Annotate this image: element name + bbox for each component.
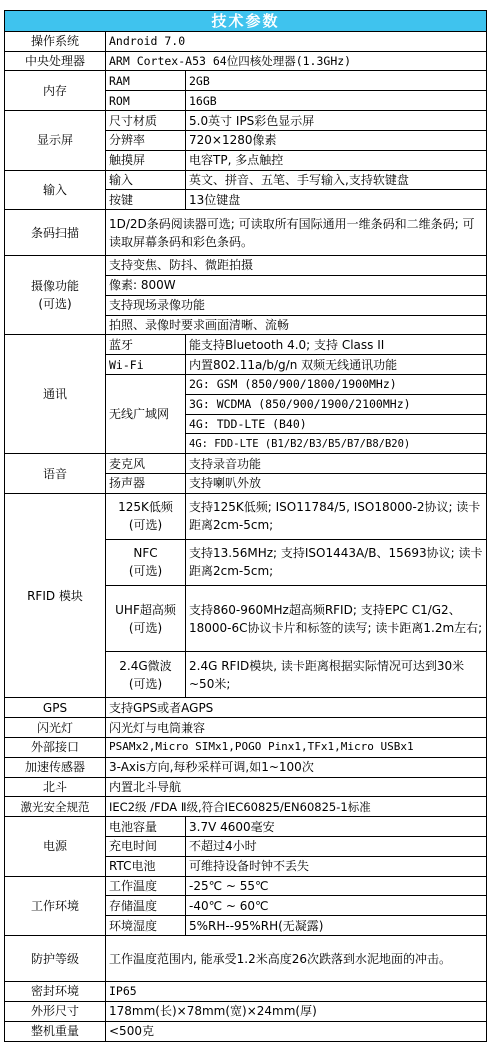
value-display-touch: 电容TP, 多点触控: [186, 150, 487, 170]
sublabel-keys: 按键: [106, 190, 186, 210]
value-barcode: 1D/2D条码阅读器可选; 可读取所有国际通用一维条码和二维条码; 可读取屏幕条码和彩色条码。: [106, 210, 487, 256]
label-flash: 闪光灯: [5, 718, 106, 738]
label-env: 工作环境: [5, 876, 106, 935]
row-seal: [5, 981, 487, 1001]
label-power: 电源: [5, 817, 106, 876]
label-laser: 激光安全规范: [5, 797, 106, 817]
row-bluetooth: [5, 335, 487, 355]
value-gps: 支持GPS或者AGPS: [106, 698, 487, 718]
row-weight: [5, 1021, 487, 1041]
value-camera-3: 支持现场录像功能: [106, 295, 487, 315]
sublabel-rfid-microwave-optional: (可选): [128, 676, 163, 691]
sublabel-mic: 麦克风: [106, 454, 186, 474]
label-os: 操作系统: [5, 31, 106, 51]
row-cpu: [5, 51, 487, 71]
label-accel: 加速传感器: [5, 757, 106, 777]
label-gps: GPS: [5, 698, 106, 718]
value-camera-2: 像素: 800W: [106, 275, 487, 295]
value-wan-4g-fdd: 4G: FDD-LTE (B1/B2/B3/B5/B7/B8/B20): [186, 434, 487, 454]
value-rfid-uhf: 支持860-960MHz超高频RFID; 支持EPC C1/G2、18000-6C协议卡片和标签的读写; 读卡距离1.2m左右;: [186, 585, 487, 652]
table-title: 技术参数: [5, 11, 487, 32]
label-audio: 语音: [5, 454, 106, 494]
value-wan-4g-tdd: 4G: TDD-LTE (B40): [186, 414, 487, 434]
value-protect: 工作温度范围内, 能承受1.2米高度26次跌落到水泥地面的冲击。: [106, 936, 487, 982]
value-weight: <500克: [106, 1021, 487, 1041]
value-humidity: 5%RH--95%RH(无凝露): [186, 916, 487, 936]
value-rtc-battery: 可维持设备时钟不丢失: [186, 856, 487, 876]
value-rfid-microwave: 2.4G RFID模块, 读卡距离根据实际情况可达到30米~50米;: [186, 652, 487, 698]
label-display: 显示屏: [5, 111, 106, 170]
value-ram: 2GB: [186, 71, 487, 91]
row-camera-1: [5, 256, 487, 276]
row-os: [5, 31, 487, 51]
row-ports: [5, 737, 487, 757]
sublabel-rfid-nfc: [106, 539, 186, 585]
value-os: Android 7.0: [106, 31, 487, 51]
label-beidou: 北斗: [5, 777, 106, 797]
sublabel-rfid-microwave: [106, 652, 186, 698]
label-cpu: 中央处理器: [5, 51, 106, 71]
value-wan-2g: 2G: GSM (850/900/1800/1900MHz): [186, 374, 487, 394]
value-rfid-nfc: 支持13.56MHz; 支持ISO1443A/B、15693协议; 读卡距离2cm-5cm;: [186, 539, 487, 585]
row-laser: [5, 797, 487, 817]
value-beidou: 内置北斗导航: [106, 777, 487, 797]
row-size: [5, 1001, 487, 1021]
label-comm: 通讯: [5, 335, 106, 454]
value-mic: 支持录音功能: [186, 454, 487, 474]
value-accel: 3-Axis方向,每秒采样可调,如1~100次: [106, 757, 487, 777]
row-ram: [5, 71, 487, 91]
value-speaker: 支持喇叭外放: [186, 474, 487, 494]
value-laser: IEC2级 /FDA Ⅱ级,符合IEC60825/EN60825-1标准: [106, 797, 487, 817]
spec-sheet: [4, 10, 486, 1042]
sublabel-display-touch: 触摸屏: [106, 150, 186, 170]
sublabel-charge-time: 充电时间: [106, 837, 186, 857]
label-camera-optional: (可选): [38, 297, 72, 312]
sublabel-rtc-battery: RTC电池: [106, 856, 186, 876]
sublabel-humidity: 环境湿度: [106, 916, 186, 936]
title-row: [5, 11, 487, 32]
sublabel-bluetooth: 蓝牙: [106, 335, 186, 355]
label-camera-title: 摄像功能: [30, 279, 79, 294]
row-flash: [5, 718, 487, 738]
sublabel-rfid-microwave-title: 2.4G微波: [119, 658, 172, 673]
label-size: 外形尺寸: [5, 1001, 106, 1021]
spec-table: [4, 10, 487, 1042]
value-seal: IP65: [106, 981, 487, 1001]
row-display-size: [5, 111, 487, 131]
label-rfid: RFID 模块: [5, 493, 106, 698]
row-rfid-lf: [5, 493, 487, 539]
value-charge-time: 不超过4小时: [186, 837, 487, 857]
row-barcode: [5, 210, 487, 256]
sublabel-store-temp: 存储温度: [106, 896, 186, 916]
value-display-size: 5.0英寸 IPS彩色显示屏: [186, 111, 487, 131]
label-seal: 密封环境: [5, 981, 106, 1001]
row-protect: [5, 936, 487, 982]
label-camera: [5, 256, 106, 335]
value-camera-4: 拍照、录像时要求画面清晰、流畅: [106, 315, 487, 335]
sublabel-display-size: 尺寸材质: [106, 111, 186, 131]
value-rom: 16GB: [186, 91, 487, 111]
sublabel-rfid-uhf-title: UHF超高频: [115, 602, 176, 617]
value-flash: 闪光灯与电筒兼容: [106, 718, 487, 738]
label-input: 输入: [5, 170, 106, 210]
sublabel-rfid-lf: [106, 493, 186, 539]
sublabel-rfid-nfc-title: NFC: [133, 546, 158, 561]
sublabel-rfid-lf-title: 125K低频: [118, 500, 173, 515]
sublabel-speaker: 扬声器: [106, 474, 186, 494]
row-accel: [5, 757, 487, 777]
sublabel-ram: RAM: [106, 71, 186, 91]
row-input-methods: [5, 170, 487, 190]
value-rfid-lf: 支持125K低频; ISO11784/5, ISO18000-2协议; 读卡距离2cm-5cm;: [186, 493, 487, 539]
label-barcode: 条码扫描: [5, 210, 106, 256]
sublabel-rfid-uhf-optional: (可选): [128, 620, 163, 635]
value-bluetooth: 能支持Bluetooth 4.0; 支持 Class II: [186, 335, 487, 355]
sublabel-wan: 无线广域网: [106, 374, 186, 453]
sublabel-rfid-nfc-optional: (可选): [128, 564, 163, 579]
value-keys: 13位键盘: [186, 190, 487, 210]
label-memory: 内存: [5, 71, 106, 111]
sublabel-display-res: 分辨率: [106, 130, 186, 150]
label-weight: 整机重量: [5, 1021, 106, 1041]
sublabel-rom: ROM: [106, 91, 186, 111]
sublabel-input: 输入: [106, 170, 186, 190]
sublabel-rfid-uhf: [106, 585, 186, 652]
sublabel-wifi: Wi-Fi: [106, 355, 186, 375]
value-input: 英文、拼音、五笔、手写输入,支持软键盘: [186, 170, 487, 190]
row-beidou: [5, 777, 487, 797]
sublabel-rfid-lf-optional: (可选): [128, 518, 163, 533]
value-battery-capacity: 3.7V 4600毫安: [186, 817, 487, 837]
value-ports: PSAMx2,Micro SIMx1,POGO Pinx1,TFx1,Micro USBx1: [106, 737, 487, 757]
row-work-temp: [5, 876, 487, 896]
row-gps: [5, 698, 487, 718]
value-display-res: 720×1280像素: [186, 130, 487, 150]
row-mic: [5, 454, 487, 474]
sublabel-work-temp: 工作温度: [106, 876, 186, 896]
value-size: 178mm(长)×78mm(宽)×24mm(厚): [106, 1001, 487, 1021]
value-work-temp: -25℃ ~ 55℃: [186, 876, 487, 896]
row-battery-capacity: [5, 817, 487, 837]
value-store-temp: -40℃ ~ 60℃: [186, 896, 487, 916]
value-wan-3g: 3G: WCDMA (850/900/1900/2100MHz): [186, 394, 487, 414]
value-camera-1: 支持变焦、防抖、微距拍摄: [106, 256, 487, 276]
value-wifi: 内置802.11a/b/g/n 双频无线通讯功能: [186, 355, 487, 375]
label-ports: 外部接口: [5, 737, 106, 757]
sublabel-battery-capacity: 电池容量: [106, 817, 186, 837]
label-protect: 防护等级: [5, 936, 106, 982]
value-cpu: ARM Cortex-A53 64位四核处理器(1.3GHz): [106, 51, 487, 71]
